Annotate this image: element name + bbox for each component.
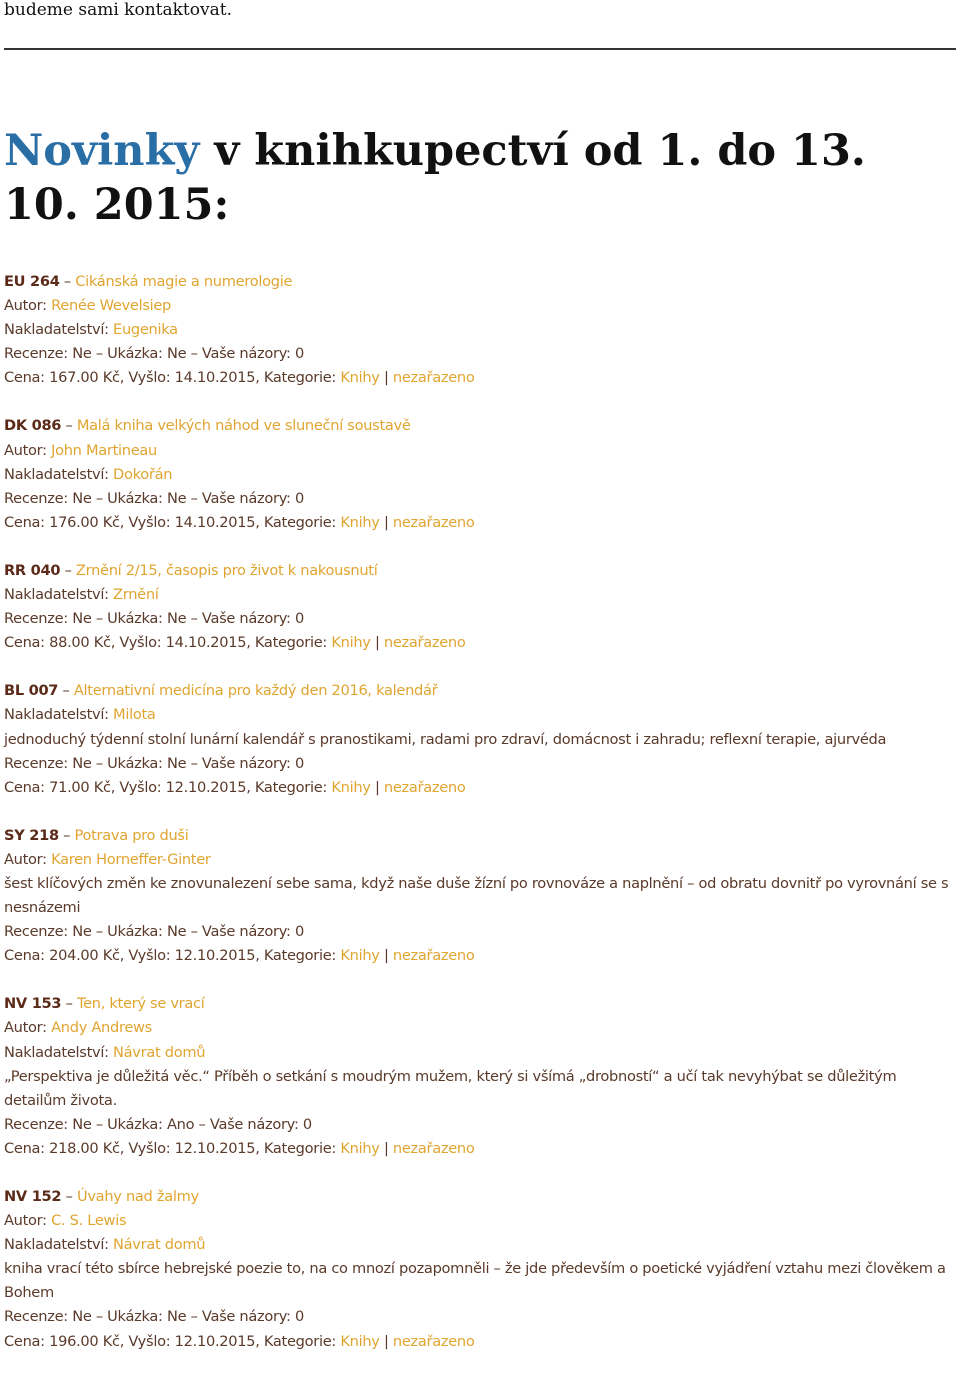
book-list (4, 270, 954, 1378)
publisher-label: Nakladatelství: (4, 1043, 114, 1061)
publisher-link[interactable]: Milota (113, 706, 156, 724)
sep: – (61, 1188, 77, 1205)
category-nezarazeno-link[interactable]: nezařazeno (392, 513, 475, 531)
book-status: Recenze: Ne – Ukázka: Ne – Vaše názory: 0 (4, 1308, 304, 1326)
book-code: DK 086 (4, 417, 62, 435)
author-label: Autor: (4, 441, 52, 459)
author-label: Autor: (4, 297, 52, 315)
book-title-link[interactable]: Cikánská magie a numerologie (75, 273, 293, 290)
book-meta: Cena: 71.00 Kč, Vyšlo: 12.10.2015, Kategorie: (4, 778, 332, 796)
book-status: Recenze: Ne – Ukázka: Ne – Vaše názory: 0 (4, 345, 304, 363)
book-status: Recenze: Ne – Ukázka: Ne – Vaše názory: 0 (4, 923, 304, 941)
pipe: | (370, 634, 384, 652)
sep: – (58, 826, 75, 844)
pipe: | (379, 1139, 393, 1157)
publisher-label: Nakladatelství: (4, 1236, 114, 1254)
sep: – (60, 561, 76, 579)
category-knihy-link[interactable]: Knihy (340, 1139, 380, 1157)
category-knihy-link[interactable]: Knihy (340, 1332, 380, 1350)
book-item (4, 679, 954, 799)
author-link[interactable]: Renée Wevelsiep (51, 297, 172, 315)
category-nezarazeno-link[interactable]: nezařazeno (392, 947, 475, 965)
book-item (4, 414, 954, 534)
category-knihy-link[interactable]: Knihy (340, 513, 380, 531)
publisher-label: Nakladatelství: (4, 586, 114, 604)
book-meta: Cena: 218.00 Kč, Vyšlo: 12.10.2015, Kategorie: (4, 1139, 341, 1157)
sep: – (61, 417, 77, 435)
book-code: EU 264 (4, 273, 60, 290)
book-item (4, 270, 954, 390)
sep: – (58, 682, 74, 700)
page-title (4, 124, 954, 232)
category-knihy-link[interactable]: Knihy (340, 947, 380, 965)
category-knihy-link[interactable]: Knihy (340, 369, 380, 387)
sep: – (61, 995, 77, 1013)
author-link[interactable]: Karen Horneffer-Ginter (51, 850, 211, 868)
category-knihy-link[interactable]: Knihy (331, 634, 371, 652)
book-status: Recenze: Ne – Ukázka: Ano – Vaše názory: 0 (4, 1115, 312, 1133)
pipe: | (370, 778, 384, 796)
book-description: šest klíčových změn ke znovunalezení sebe sama, když naše duše žízní po rovnováze a naplnění – od obratu dovnitř po vyrovnání se s nesnázemi (4, 874, 949, 917)
book-meta: Cena: 204.00 Kč, Vyšlo: 12.10.2015, Kategorie: (4, 947, 341, 965)
publisher-link[interactable]: Návrat domů (113, 1236, 206, 1254)
book-meta: Cena: 176.00 Kč, Vyšlo: 14.10.2015, Kategorie: (4, 513, 341, 531)
author-label: Autor: (4, 1212, 52, 1230)
book-title-link[interactable]: Úvahy nad žalmy (76, 1188, 199, 1205)
pipe: | (379, 369, 393, 387)
publisher-link[interactable]: Návrat domů (113, 1043, 206, 1061)
pipe: | (379, 513, 393, 531)
publisher-label: Nakladatelství: (4, 706, 114, 724)
author-link[interactable]: Andy Andrews (51, 1019, 152, 1037)
author-link[interactable]: C. S. Lewis (51, 1212, 127, 1230)
book-code: RR 040 (4, 561, 61, 579)
divider (4, 48, 956, 50)
book-description: kniha vrací této sbírce hebrejské poezie to, na co mnozí pozapomněli – že jde především o poetické vyjádření vztahu mezi člověkem a Bohem (4, 1260, 946, 1302)
book-code: NV 153 (4, 995, 62, 1013)
pipe: | (379, 1332, 393, 1350)
book-title-link[interactable]: Zrnění 2/15, časopis pro život k nakousnutí (75, 561, 378, 579)
book-description: „Perspektiva je důležitá věc.“ Příběh o setkání s moudrým mužem, který si všímá „drobností“ a učí tak nevyhýbat se důležitým detailům života. (4, 1067, 897, 1109)
novinky-link[interactable]: Novinky (4, 126, 200, 176)
book-status: Recenze: Ne – Ukázka: Ne – Vaše názory: 0 (4, 610, 304, 628)
publisher-link[interactable]: Zrnění (113, 586, 159, 604)
author-label: Autor: (4, 1019, 52, 1037)
category-nezarazeno-link[interactable]: nezařazeno (392, 1139, 475, 1157)
book-meta: Cena: 196.00 Kč, Vyšlo: 12.10.2015, Kategorie: (4, 1332, 341, 1350)
intro-text: budeme sami kontaktovat. (4, 0, 232, 20)
category-nezarazeno-link[interactable]: nezařazeno (383, 634, 466, 652)
category-knihy-link[interactable]: Knihy (331, 778, 371, 796)
publisher-label: Nakladatelství: (4, 465, 114, 483)
book-title-link[interactable]: Malá kniha velkých náhod ve sluneční soustavě (76, 417, 411, 435)
book-code: NV 152 (4, 1188, 62, 1205)
author-link[interactable]: John Martineau (51, 441, 157, 459)
book-status: Recenze: Ne – Ukázka: Ne – Vaše názory: 0 (4, 754, 304, 772)
book-item (4, 559, 954, 655)
book-meta: Cena: 167.00 Kč, Vyšlo: 14.10.2015, Kategorie: (4, 369, 341, 387)
category-nezarazeno-link[interactable]: nezařazeno (392, 369, 475, 387)
book-status: Recenze: Ne – Ukázka: Ne – Vaše názory: 0 (4, 489, 304, 507)
book-meta: Cena: 88.00 Kč, Vyšlo: 14.10.2015, Kategorie: (4, 634, 332, 652)
publisher-link[interactable]: Dokořán (113, 465, 173, 483)
category-nezarazeno-link[interactable]: nezařazeno (392, 1332, 475, 1350)
book-title-link[interactable]: Potrava pro duši (74, 826, 189, 844)
pipe: | (379, 947, 393, 965)
sep: – (59, 273, 76, 290)
author-label: Autor: (4, 850, 52, 868)
book-item (4, 1185, 954, 1354)
book-code: SY 218 (4, 826, 59, 844)
book-item (4, 992, 954, 1161)
book-description: jednoduchý týdenní stolní lunární kalendář s pranostikami, radami pro zdraví, domácnost i zahradu; reflexní terapie, ajurvéda (4, 730, 887, 748)
publisher-link[interactable]: Eugenika (113, 321, 178, 339)
category-nezarazeno-link[interactable]: nezařazeno (383, 778, 466, 796)
title-rest: v knihkupectví od 1. do 13. 10. 2015: (4, 126, 866, 230)
book-code: BL 007 (4, 682, 59, 700)
book-item (4, 824, 954, 969)
book-title-link[interactable]: Alternativní medicína pro každý den 2016, kalendář (73, 682, 438, 700)
book-title-link[interactable]: Ten, který se vrací (76, 995, 205, 1013)
publisher-label: Nakladatelství: (4, 321, 114, 339)
